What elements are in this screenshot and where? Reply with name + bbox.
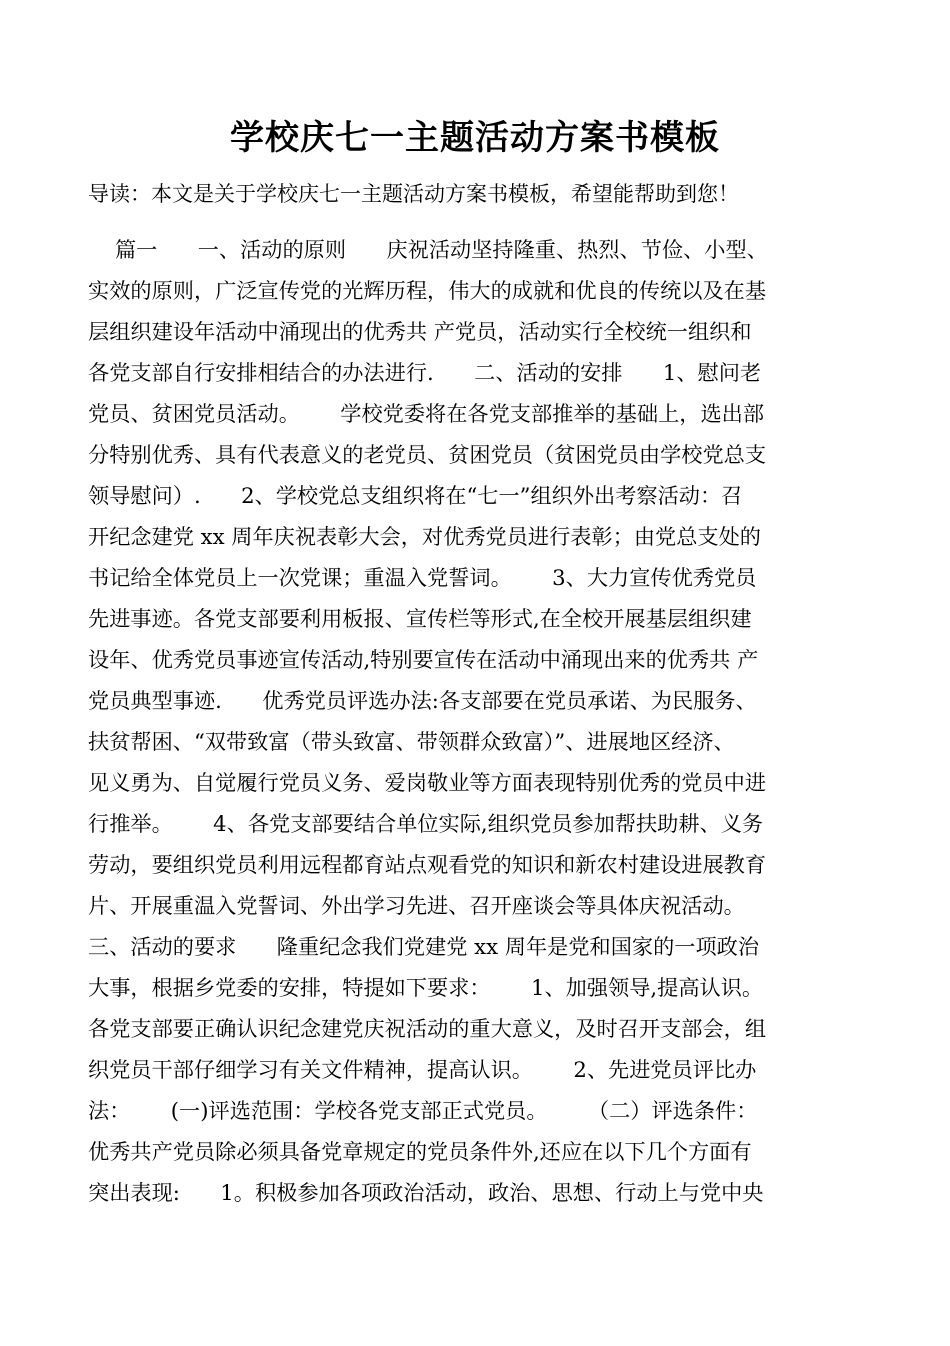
body-line: 大事，根据乡党委的安排，特提如下要求： 1、加强领导,提高认识。 (88, 975, 764, 1000)
body-line: 见义勇为、自觉履行党员义务、爱岗敬业等方面表现特别优秀的党员中进 (88, 770, 767, 795)
body-line: 扶贫帮困、“双带致富（带头致富、带领群众致富）”、进展地区经济、 (88, 729, 735, 754)
body-line: 优秀共产党员除必须具备党章规定的党员条件外,还应在以下几个方面有 (88, 1139, 752, 1164)
body-line: 行推举。 4、各党支部要结合单位实际,组织党员参加帮扶助耕、义务 (88, 811, 764, 836)
document-lead: 导读：本文是关于学校庆七一主题活动方案书模板，希望能帮助到您！ (88, 182, 739, 206)
body-line: 各党支部自行安排相结合的办法进行. 二、活动的安排 1、慰问老 (88, 360, 762, 385)
body-line: 层组织建设年活动中涌现出的优秀共 产党员，活动实行全校统一组织和 (88, 319, 752, 344)
body-line: 分特别优秀、具有代表意义的老党员、贫困党员（贫困党员由学校党总支 (88, 442, 767, 467)
body-line: 党员典型事迹. 优秀党员评选办法:各支部要在党员承诺、为民服务、 (88, 688, 757, 713)
body-line: 织党员干部仔细学习有关文件精神，提高认识。 2、先进党员评比办 (88, 1057, 757, 1082)
body-line: 片、开展重温入党誓词、外出学习先进、召开座谈会等具体庆祝活动。 (88, 893, 745, 918)
body-line: 篇一 一、活动的原则 庆祝活动坚持隆重、热烈、节俭、小型、 (88, 237, 768, 262)
body-line: 各党支部要正确认识纪念建党庆祝活动的重大意义，及时召开支部会，组 (88, 1016, 767, 1041)
body-line: 实效的原则，广泛宣传党的光辉历程，伟大的成就和优良的传统以及在基 (88, 278, 767, 303)
body-line: 书记给全体党员上一次党课；重温入党誓词。 3、大力宣传优秀党员 (88, 565, 757, 590)
body-line: 突出表现: 1。积极参加各项政治活动，政治、思想、行动上与党中央 (88, 1180, 764, 1205)
document-title: 学校庆七一主题活动方案书模板 (230, 118, 720, 158)
body-line: 三、活动的要求 隆重纪念我们党建党 xx 周年是党和国家的一项政治 (88, 934, 760, 959)
body-line: 法： (一)评选范围：学校各党支部正式党员。 （二）评选条件： (88, 1098, 758, 1123)
body-line: 劳动，要组织党员利用远程都育站点观看党的知识和新农村建设进展教育 (88, 852, 767, 877)
document-body (88, 229, 878, 1213)
body-line: 开纪念建党 xx 周年庆祝表彰大会，对优秀党员进行表彰；由党总支处的 (88, 524, 761, 549)
body-line: 领导慰问）. 2、学校党总支组织将在“七一”组织外出考察活动：召 (88, 483, 743, 508)
body-line: 党员、贫困党员活动。 学校党委将在各党支部推举的基础上，选出部 (88, 401, 765, 426)
body-line: 设年、优秀党员事迹宣传活动,特别要宣传在活动中涌现出来的优秀共 产 (88, 647, 759, 672)
body-line: 先进事迹。各党支部要利用板报、宣传栏等形式,在全校开展基层组织建 (88, 606, 752, 631)
